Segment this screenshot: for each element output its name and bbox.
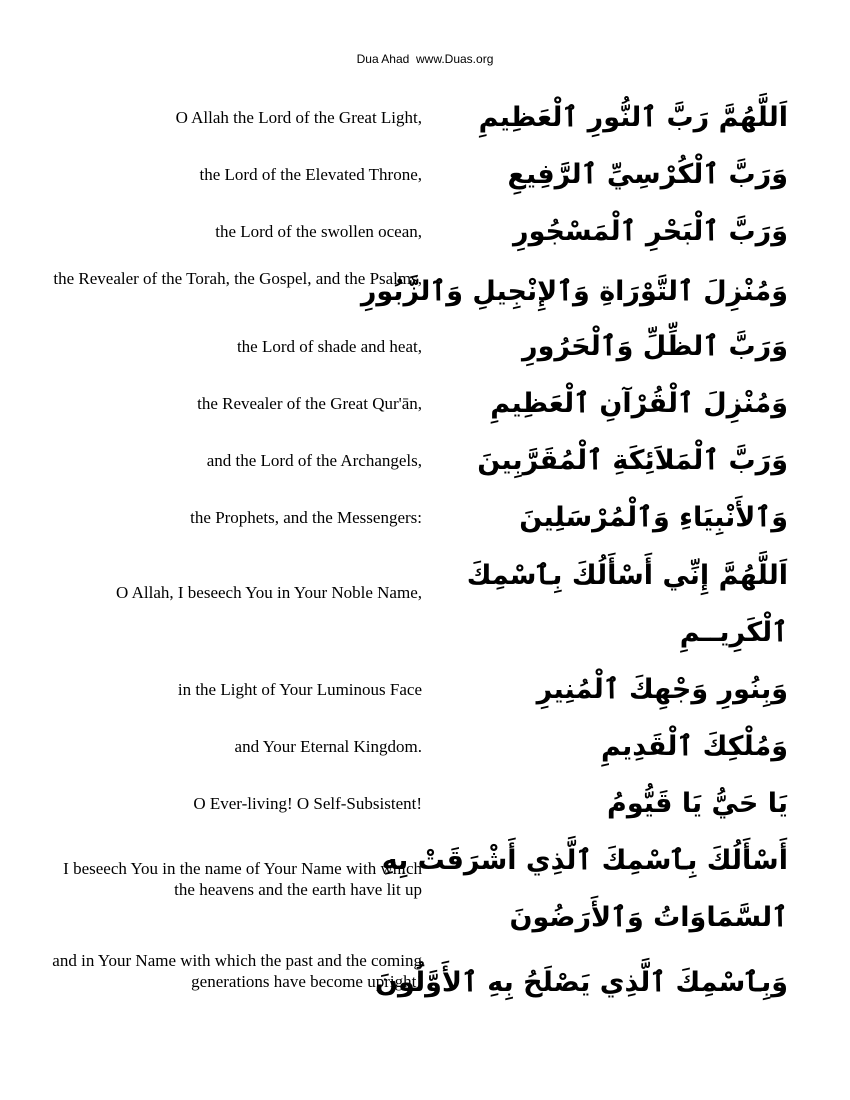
arabic-line: أَسْأَلُكَ بِٱسْمِكَ ٱلَّذِي أَشْرَقَتْ بِهِ: [381, 845, 788, 876]
english-line: and in Your Name with which the past and the coming generations have become upright!: [52, 951, 422, 991]
arabic-line: وَبِنُورِ وَجْهِكَ ٱلْمُنِيرِ: [536, 674, 788, 705]
english-line: the Revealer of the Torah, the Gospel, and the Psalms,: [53, 269, 422, 288]
english-line: the Lord of the swollen ocean,: [215, 222, 422, 241]
english-line: O Allah the Lord of the Great Light,: [175, 108, 422, 127]
arabic-line: اَللَّهُمَّ رَبَّ ٱلنُّورِ ٱلْعَظِيمِ: [478, 102, 788, 133]
english-line: the Revealer of the Great Qur'ān,: [197, 394, 422, 413]
arabic-line: وَبِٱسْمِكَ ٱلَّذِي يَصْلَحُ بِهِ ٱلأَوَّلُونَ: [375, 967, 788, 998]
arabic-line-continued: ٱلسَّمَاوَاتُ وَٱلأَرَضُونَ: [509, 902, 788, 933]
english-line: the Lord of shade and heat,: [236, 337, 422, 356]
english-line: I beseech You in the name of Your Name with which the heavens and the earth have lit up: [63, 859, 422, 899]
english-line: O Ever-living! O Self-Subsistent!: [193, 794, 422, 813]
english-line: the Lord of the Elevated Throne,: [199, 165, 422, 184]
english-line: in the Light of Your Luminous Face: [177, 680, 422, 699]
english-line: and the Lord of the Archangels,: [206, 451, 422, 470]
page-header: [0, 52, 850, 66]
arabic-line: وَمُنْزِلَ ٱلْقُرْآنِ ٱلْعَظِيمِ: [490, 388, 788, 419]
english-line: the Prophets, and the Messengers:: [190, 508, 422, 527]
arabic-line-continued: ٱلْكَرِيــمِ: [679, 617, 788, 648]
arabic-line: وَرَبَّ ٱلْكُرْسِيِّ ٱلرَّفِيعِ: [507, 159, 788, 190]
arabic-line: وَرَبَّ ٱلْمَلاَئِكَةِ ٱلْمُقَرَّبِينَ: [477, 445, 788, 476]
arabic-line: وَمُنْزِلَ ٱلتَّوْرَاةِ وَٱلإِنْجِيلِ وَٱلزَّبُورِ: [360, 276, 788, 307]
arabic-line: يَا حَيُّ يَا قَيُّومُ: [607, 788, 788, 819]
arabic-line: وَٱلأَنْبِيَاءِ وَٱلْمُرْسَلِينَ: [519, 502, 788, 533]
arabic-line: اَللَّهُمَّ إِنِّي أَسْأَلُكَ بِٱسْمِكَ: [466, 560, 788, 591]
header-site: www.Duas.org: [416, 52, 494, 66]
header-title: Dua Ahad: [356, 52, 410, 66]
arabic-line: وَرَبَّ ٱلْبَحْرِ ٱلْمَسْجُورِ: [513, 216, 788, 247]
arabic-line: وَمُلْكِكَ ٱلْقَدِيمِ: [600, 731, 788, 762]
english-line: and Your Eternal Kingdom.: [234, 737, 422, 756]
english-line: O Allah, I beseech You in Your Noble Name,: [116, 583, 422, 602]
arabic-line: وَرَبَّ ٱلظِّلِّ وَٱلْحَرُورِ: [522, 331, 788, 362]
